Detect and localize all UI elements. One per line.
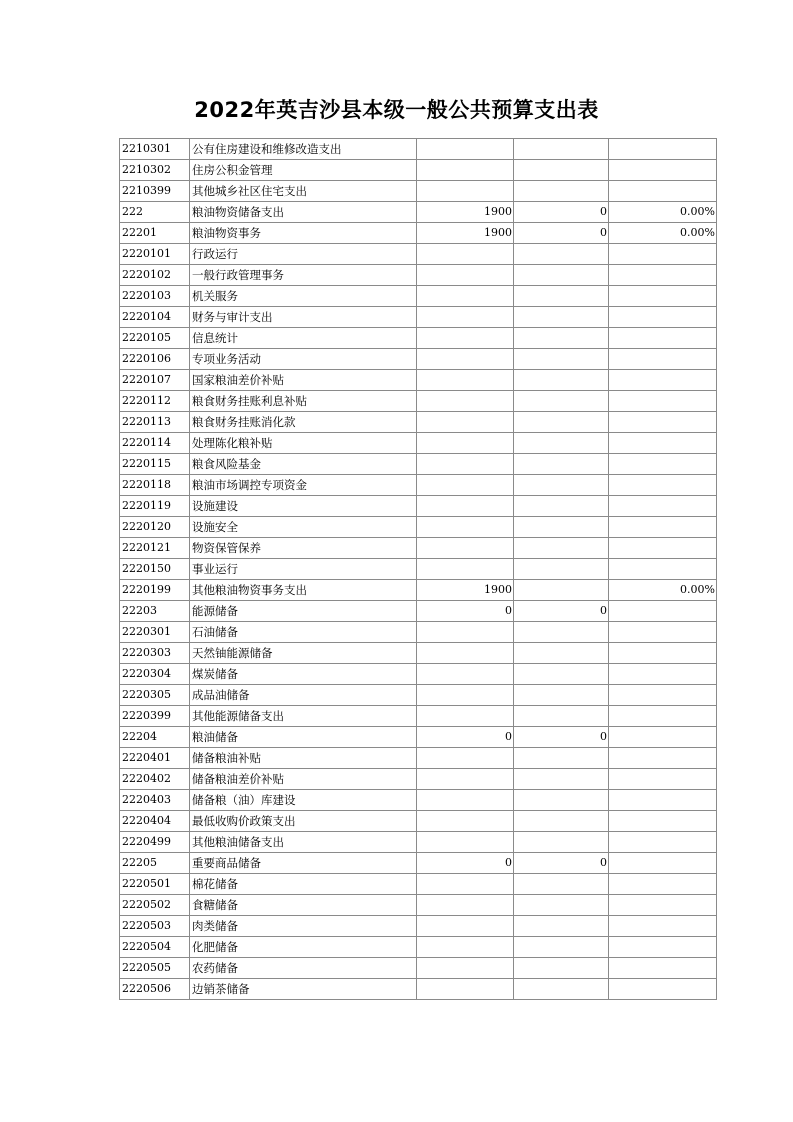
row-budget-cell — [417, 748, 514, 769]
row-budget-cell — [417, 244, 514, 265]
row-prior-cell — [514, 916, 609, 937]
table-row — [120, 979, 717, 1000]
row-code-cell: 222 — [120, 202, 190, 223]
table-row — [120, 370, 717, 391]
row-code-cell: 2220301 — [120, 622, 190, 643]
row-name-cell: 其他粮油储备支出 — [190, 832, 417, 853]
row-prior-cell — [514, 454, 609, 475]
row-ratio-cell — [609, 412, 717, 433]
row-prior-cell — [514, 160, 609, 181]
row-budget-cell — [417, 349, 514, 370]
row-name-cell: 其他能源储备支出 — [190, 706, 417, 727]
row-budget-cell: 1900 — [417, 580, 514, 601]
row-ratio-cell — [609, 433, 717, 454]
table-row — [120, 475, 717, 496]
row-budget-cell — [417, 286, 514, 307]
table-row — [120, 160, 717, 181]
row-name-cell: 食糖储备 — [190, 895, 417, 916]
row-name-cell: 棉花储备 — [190, 874, 417, 895]
row-prior-cell: 0 — [514, 202, 609, 223]
row-code-cell: 2220112 — [120, 391, 190, 412]
row-code-cell: 2220506 — [120, 979, 190, 1000]
row-code-cell: 22201 — [120, 223, 190, 244]
row-prior-cell — [514, 811, 609, 832]
row-prior-cell — [514, 412, 609, 433]
table-row — [120, 307, 717, 328]
row-ratio-cell — [609, 727, 717, 748]
row-budget-cell — [417, 181, 514, 202]
table-row — [120, 853, 717, 874]
row-code-cell: 2220401 — [120, 748, 190, 769]
row-budget-cell — [417, 496, 514, 517]
row-prior-cell — [514, 664, 609, 685]
row-prior-cell — [514, 979, 609, 1000]
table-row — [120, 139, 717, 160]
row-prior-cell — [514, 181, 609, 202]
row-ratio-cell — [609, 853, 717, 874]
row-code-cell: 2210301 — [120, 139, 190, 160]
row-prior-cell — [514, 790, 609, 811]
row-prior-cell — [514, 769, 609, 790]
row-code-cell: 2220106 — [120, 349, 190, 370]
row-prior-cell — [514, 685, 609, 706]
row-code-cell: 2220501 — [120, 874, 190, 895]
row-prior-cell — [514, 874, 609, 895]
row-code-cell: 2220102 — [120, 265, 190, 286]
row-code-cell: 2210399 — [120, 181, 190, 202]
page-title: 2022年英吉沙县本级一般公共预算支出表 — [194, 98, 599, 122]
row-name-cell: 成品油储备 — [190, 685, 417, 706]
row-code-cell: 2220499 — [120, 832, 190, 853]
row-budget-cell — [417, 160, 514, 181]
row-ratio-cell — [609, 391, 717, 412]
row-name-cell: 其他城乡社区住宅支出 — [190, 181, 417, 202]
row-budget-cell — [417, 412, 514, 433]
row-ratio-cell — [609, 979, 717, 1000]
row-name-cell: 粮食风险基金 — [190, 454, 417, 475]
row-prior-cell — [514, 643, 609, 664]
row-name-cell: 处理陈化粮补贴 — [190, 433, 417, 454]
row-ratio-cell — [609, 181, 717, 202]
row-name-cell: 粮食财务挂账利息补贴 — [190, 391, 417, 412]
row-budget-cell: 1900 — [417, 223, 514, 244]
table-row — [120, 286, 717, 307]
row-code-cell: 2220304 — [120, 664, 190, 685]
row-name-cell: 设施安全 — [190, 517, 417, 538]
row-ratio-cell — [609, 349, 717, 370]
row-name-cell: 行政运行 — [190, 244, 417, 265]
row-name-cell: 化肥储备 — [190, 937, 417, 958]
row-code-cell: 2220505 — [120, 958, 190, 979]
row-ratio-cell — [609, 307, 717, 328]
row-code-cell: 2220399 — [120, 706, 190, 727]
row-code-cell: 2220303 — [120, 643, 190, 664]
row-name-cell: 专项业务活动 — [190, 349, 417, 370]
row-ratio-cell — [609, 874, 717, 895]
table-row — [120, 706, 717, 727]
row-prior-cell — [514, 244, 609, 265]
row-ratio-cell — [609, 664, 717, 685]
table-row — [120, 874, 717, 895]
table-row — [120, 895, 717, 916]
table-row — [120, 244, 717, 265]
row-budget-cell — [417, 433, 514, 454]
row-ratio-cell — [609, 769, 717, 790]
row-budget-cell — [417, 811, 514, 832]
row-budget-cell — [417, 895, 514, 916]
row-prior-cell — [514, 580, 609, 601]
row-ratio-cell: 0.00% — [609, 580, 717, 601]
row-budget-cell — [417, 832, 514, 853]
row-budget-cell: 0 — [417, 727, 514, 748]
row-ratio-cell — [609, 706, 717, 727]
row-prior-cell — [514, 706, 609, 727]
row-prior-cell — [514, 307, 609, 328]
row-budget-cell: 0 — [417, 853, 514, 874]
row-prior-cell — [514, 328, 609, 349]
row-ratio-cell — [609, 496, 717, 517]
row-ratio-cell — [609, 517, 717, 538]
row-prior-cell — [514, 433, 609, 454]
table-row — [120, 580, 717, 601]
row-ratio-cell — [609, 160, 717, 181]
row-name-cell: 最低收购价政策支出 — [190, 811, 417, 832]
table-row — [120, 265, 717, 286]
row-budget-cell — [417, 958, 514, 979]
row-ratio-cell — [609, 643, 717, 664]
row-ratio-cell — [609, 958, 717, 979]
row-code-cell: 22203 — [120, 601, 190, 622]
row-ratio-cell — [609, 244, 717, 265]
table-row — [120, 832, 717, 853]
row-code-cell: 2220502 — [120, 895, 190, 916]
row-name-cell: 重要商品储备 — [190, 853, 417, 874]
row-code-cell: 2220305 — [120, 685, 190, 706]
row-budget-cell — [417, 454, 514, 475]
row-budget-cell — [417, 559, 514, 580]
row-prior-cell — [514, 937, 609, 958]
row-budget-cell — [417, 475, 514, 496]
row-ratio-cell — [609, 454, 717, 475]
table-row — [120, 664, 717, 685]
table-row — [120, 601, 717, 622]
row-code-cell: 2220103 — [120, 286, 190, 307]
row-budget-cell — [417, 265, 514, 286]
row-name-cell: 物资保管保养 — [190, 538, 417, 559]
row-prior-cell — [514, 559, 609, 580]
row-budget-cell — [417, 769, 514, 790]
row-budget-cell — [417, 979, 514, 1000]
table-row — [120, 349, 717, 370]
table-row — [120, 559, 717, 580]
row-budget-cell — [417, 307, 514, 328]
table-row — [120, 538, 717, 559]
row-code-cell: 2220105 — [120, 328, 190, 349]
row-code-cell: 2220118 — [120, 475, 190, 496]
table-row — [120, 937, 717, 958]
table-row — [120, 517, 717, 538]
table-row — [120, 685, 717, 706]
row-ratio-cell — [609, 601, 717, 622]
row-budget-cell — [417, 538, 514, 559]
row-name-cell: 能源储备 — [190, 601, 417, 622]
row-code-cell: 22205 — [120, 853, 190, 874]
row-ratio-cell: 0.00% — [609, 223, 717, 244]
row-code-cell: 2220119 — [120, 496, 190, 517]
row-name-cell: 石油储备 — [190, 622, 417, 643]
row-code-cell: 22204 — [120, 727, 190, 748]
row-code-cell: 2220150 — [120, 559, 190, 580]
row-ratio-cell — [609, 139, 717, 160]
row-ratio-cell — [609, 538, 717, 559]
table-row — [120, 391, 717, 412]
row-prior-cell: 0 — [514, 223, 609, 244]
row-prior-cell: 0 — [514, 601, 609, 622]
table-row — [120, 727, 717, 748]
table-row — [120, 496, 717, 517]
row-ratio-cell — [609, 937, 717, 958]
row-code-cell: 2210302 — [120, 160, 190, 181]
row-prior-cell — [514, 496, 609, 517]
table-row — [120, 811, 717, 832]
row-budget-cell — [417, 664, 514, 685]
row-prior-cell — [514, 370, 609, 391]
row-code-cell: 2220121 — [120, 538, 190, 559]
table-row — [120, 769, 717, 790]
row-ratio-cell — [609, 370, 717, 391]
row-name-cell: 边销茶储备 — [190, 979, 417, 1000]
row-prior-cell — [514, 391, 609, 412]
row-name-cell: 粮食财务挂账消化款 — [190, 412, 417, 433]
table-row — [120, 223, 717, 244]
row-prior-cell — [514, 958, 609, 979]
table-row — [120, 412, 717, 433]
table-row — [120, 958, 717, 979]
row-name-cell: 煤炭储备 — [190, 664, 417, 685]
row-code-cell: 2220104 — [120, 307, 190, 328]
row-budget-cell — [417, 937, 514, 958]
row-code-cell: 2220113 — [120, 412, 190, 433]
row-prior-cell — [514, 265, 609, 286]
table-row — [120, 748, 717, 769]
row-budget-cell — [417, 874, 514, 895]
row-name-cell: 储备粮油补贴 — [190, 748, 417, 769]
row-name-cell: 粮油物资储备支出 — [190, 202, 417, 223]
row-name-cell: 机关服务 — [190, 286, 417, 307]
row-name-cell: 住房公积金管理 — [190, 160, 417, 181]
row-name-cell: 储备粮（油）库建设 — [190, 790, 417, 811]
row-budget-cell: 1900 — [417, 202, 514, 223]
budget-table-body — [120, 139, 717, 1000]
row-code-cell: 2220403 — [120, 790, 190, 811]
row-code-cell: 2220107 — [120, 370, 190, 391]
row-name-cell: 储备粮油差价补贴 — [190, 769, 417, 790]
row-name-cell: 粮油物资事务 — [190, 223, 417, 244]
row-code-cell: 2220115 — [120, 454, 190, 475]
row-ratio-cell — [609, 811, 717, 832]
row-prior-cell — [514, 517, 609, 538]
row-prior-cell — [514, 748, 609, 769]
row-name-cell: 国家粮油差价补贴 — [190, 370, 417, 391]
row-name-cell: 事业运行 — [190, 559, 417, 580]
row-name-cell: 农药储备 — [190, 958, 417, 979]
table-row — [120, 433, 717, 454]
row-name-cell: 其他粮油物资事务支出 — [190, 580, 417, 601]
row-name-cell: 财务与审计支出 — [190, 307, 417, 328]
table-row — [120, 790, 717, 811]
row-code-cell: 2220504 — [120, 937, 190, 958]
row-code-cell: 2220402 — [120, 769, 190, 790]
row-budget-cell — [417, 622, 514, 643]
row-name-cell: 设施建设 — [190, 496, 417, 517]
row-name-cell: 公有住房建设和维修改造支出 — [190, 139, 417, 160]
table-row — [120, 202, 717, 223]
row-budget-cell — [417, 916, 514, 937]
row-prior-cell — [514, 286, 609, 307]
row-ratio-cell — [609, 622, 717, 643]
row-ratio-cell — [609, 328, 717, 349]
row-budget-cell: 0 — [417, 601, 514, 622]
row-code-cell: 2220404 — [120, 811, 190, 832]
budget-table — [119, 138, 717, 1000]
row-ratio-cell — [609, 265, 717, 286]
row-budget-cell — [417, 328, 514, 349]
row-budget-cell — [417, 517, 514, 538]
row-prior-cell: 0 — [514, 727, 609, 748]
row-ratio-cell — [609, 685, 717, 706]
row-code-cell: 2220114 — [120, 433, 190, 454]
row-prior-cell — [514, 622, 609, 643]
row-name-cell: 天然铀能源储备 — [190, 643, 417, 664]
table-row — [120, 622, 717, 643]
row-ratio-cell — [609, 895, 717, 916]
row-prior-cell — [514, 139, 609, 160]
row-code-cell: 2220101 — [120, 244, 190, 265]
row-budget-cell — [417, 706, 514, 727]
row-ratio-cell — [609, 475, 717, 496]
table-row — [120, 328, 717, 349]
row-budget-cell — [417, 643, 514, 664]
row-code-cell: 2220503 — [120, 916, 190, 937]
table-row — [120, 181, 717, 202]
row-name-cell: 粮油储备 — [190, 727, 417, 748]
row-code-cell: 2220120 — [120, 517, 190, 538]
row-budget-cell — [417, 391, 514, 412]
row-ratio-cell — [609, 832, 717, 853]
row-prior-cell — [514, 895, 609, 916]
row-budget-cell — [417, 139, 514, 160]
table-row — [120, 916, 717, 937]
row-ratio-cell — [609, 286, 717, 307]
row-prior-cell — [514, 349, 609, 370]
row-prior-cell — [514, 538, 609, 559]
row-ratio-cell — [609, 790, 717, 811]
row-ratio-cell: 0.00% — [609, 202, 717, 223]
row-name-cell: 一般行政管理事务 — [190, 265, 417, 286]
row-name-cell: 粮油市场调控专项资金 — [190, 475, 417, 496]
row-prior-cell — [514, 832, 609, 853]
table-row — [120, 643, 717, 664]
row-ratio-cell — [609, 748, 717, 769]
row-prior-cell — [514, 475, 609, 496]
row-budget-cell — [417, 685, 514, 706]
row-budget-cell — [417, 370, 514, 391]
row-name-cell: 肉类储备 — [190, 916, 417, 937]
row-ratio-cell — [609, 916, 717, 937]
row-name-cell: 信息统计 — [190, 328, 417, 349]
table-row — [120, 454, 717, 475]
row-budget-cell — [417, 790, 514, 811]
row-code-cell: 2220199 — [120, 580, 190, 601]
row-ratio-cell — [609, 559, 717, 580]
row-prior-cell: 0 — [514, 853, 609, 874]
